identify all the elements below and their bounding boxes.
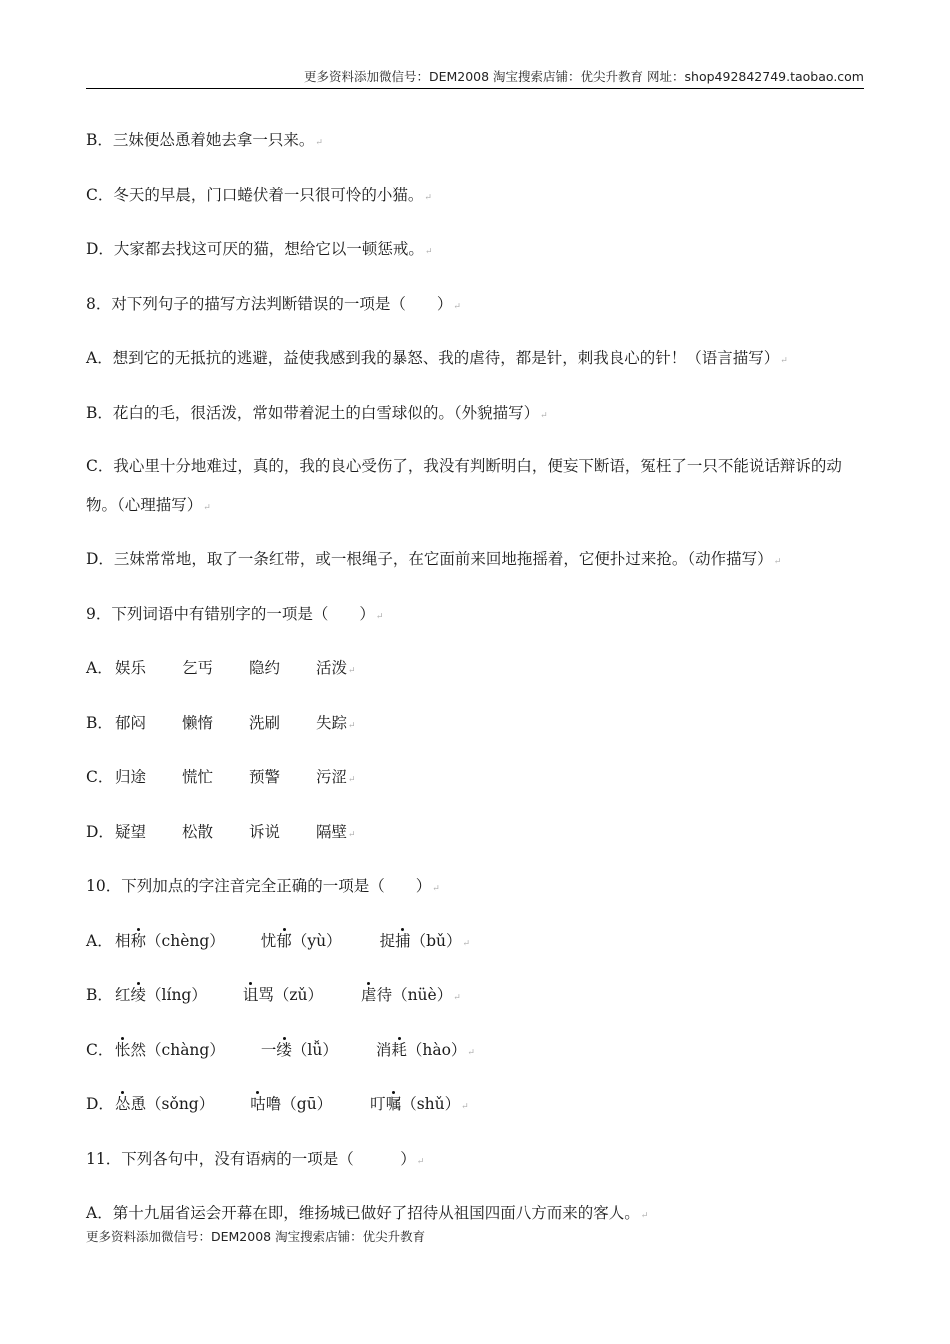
paragraph-mark-icon: ↵ (416, 1156, 425, 1167)
paragraph-mark-icon: ↵ (461, 1102, 469, 1112)
paragraph-mark-icon: ↵ (453, 993, 461, 1003)
question-text: 8．对下列句子的描写方法判断错误的一项是（ ） (86, 294, 453, 313)
paragraph-mark-icon: ↵ (424, 247, 433, 257)
word: 郁闷 (115, 713, 147, 732)
question-8 (86, 290, 866, 321)
dotted-char: 嘱 (385, 1095, 402, 1113)
paragraph-mark-icon: ↵ (424, 192, 432, 203)
char: 骂 (258, 986, 274, 1004)
line-text: D．大家都去找这可厌的猫，想给它以一顿惩戒。 (86, 240, 424, 258)
paragraph-mark-icon: ↵ (348, 666, 356, 676)
line-text: D．三妹常常地，取了一条红带，或一根绳子，在它面前来回地拖摇着，它便扑过来抢。（动作描写） (86, 550, 773, 568)
q10-option-a (86, 927, 866, 958)
pinyin: （gū） (281, 1095, 333, 1113)
dotted-char: 虐 (361, 986, 377, 1004)
line-text: C．冬天的早晨，门口蜷伏着一只很可怜的小猫。 (86, 185, 424, 204)
word: 娱乐 (115, 659, 147, 677)
question-text: 9．下列词语中有错别字的一项是（ ） (86, 604, 375, 623)
q8-option-d (86, 545, 866, 576)
pinyin-item (115, 1036, 225, 1064)
question-text: 11．下列各句中，没有语病的一项是（ ） (86, 1149, 416, 1168)
q9-option-a (86, 654, 866, 685)
line-text: B．花白的毛，很活泼，常如带着泥土的白雪球似的。（外貌描写） (86, 403, 540, 422)
question-text: 10．下列加点的字注音完全正确的一项是（ ） (86, 877, 432, 895)
dotted-char: 怅 (115, 1040, 131, 1059)
dotted-char: 称 (130, 931, 147, 950)
char: 待 (376, 986, 393, 1004)
char: 然 (130, 1040, 147, 1059)
q8-option-a (86, 344, 866, 375)
word: 诉说 (249, 822, 281, 841)
q11-option-a (86, 1199, 866, 1230)
line-text: C．我心里十分地难过，真的，我的良心受伤了，我没有判断明白，便妄下断语，冤枉了一只不能说话辩诉的动物。（心理描写） (86, 457, 842, 514)
pinyin: （lǚ） (291, 1040, 338, 1059)
dotted-char: 咕 (250, 1095, 266, 1113)
line-text: B．三妹便怂恿着她去拿一只来。 (86, 131, 315, 149)
char: 忧 (260, 931, 277, 950)
dotted-char: 耗 (391, 1040, 407, 1059)
pinyin: （bǔ） (410, 931, 462, 950)
paragraph-mark-icon: ↵ (348, 775, 356, 785)
q7-option-b (86, 126, 866, 157)
dotted-char: 捕 (395, 931, 411, 950)
dotted-char: 怂 (115, 1095, 131, 1113)
paragraph-mark-icon: ↵ (467, 1047, 475, 1058)
option-label: A． (86, 931, 113, 950)
pinyin-item (115, 981, 207, 1009)
char: 红 (115, 986, 131, 1004)
pinyin-item (361, 981, 452, 1009)
char: 捉 (379, 931, 396, 950)
question-11 (86, 1145, 866, 1176)
word: 慌忙 (182, 768, 214, 786)
char: 叮 (370, 1095, 386, 1113)
header-text: 更多资料添加微信号：DEM2008 淘宝搜索店铺：优尖升教育 网址：shop492842749.taobao.com (303, 69, 864, 84)
option-label: D． (86, 1095, 114, 1113)
option-label: C． (86, 1040, 114, 1059)
pinyin: （shǔ） (401, 1095, 461, 1113)
word: 活泼 (316, 659, 348, 677)
pinyin-item (115, 1090, 214, 1118)
word: 污涩 (316, 768, 348, 786)
word: 乞丐 (182, 659, 214, 677)
char: 恿 (130, 1095, 147, 1113)
q10-option-c (86, 1036, 866, 1067)
document-body (86, 126, 866, 1254)
paragraph-mark-icon: ↵ (640, 1211, 649, 1221)
line-text: A．第十九届省运会开幕在即，维扬城已做好了招待从祖国四面八方而来的客人。 (86, 1204, 640, 1222)
pinyin-item (380, 927, 462, 955)
option-label: B． (86, 713, 113, 732)
paragraph-mark-icon: ↵ (432, 884, 440, 894)
pinyin-item (261, 1036, 338, 1064)
paragraph-mark-icon: ↵ (462, 938, 471, 949)
q9-option-b (86, 709, 866, 740)
word: 隐约 (249, 659, 281, 677)
pinyin-item (250, 1090, 332, 1118)
paragraph-mark-icon: ↵ (540, 410, 548, 421)
char: 相 (115, 931, 131, 950)
paragraph-mark-icon: ↵ (375, 611, 384, 622)
paragraph-mark-icon: ↵ (780, 356, 788, 366)
q7-option-c (86, 181, 866, 212)
pinyin: （líng） (146, 986, 207, 1004)
word: 松散 (182, 822, 214, 841)
word: 懒惰 (182, 713, 214, 732)
word: 隔壁 (316, 822, 348, 841)
paragraph-mark-icon: ↵ (453, 301, 461, 312)
page-header (86, 68, 864, 89)
q8-option-c (86, 447, 866, 528)
paragraph-mark-icon: ↵ (203, 503, 211, 513)
paragraph-mark-icon: ↵ (348, 829, 356, 840)
char: 噜 (265, 1095, 282, 1113)
paragraph-mark-icon: ↵ (348, 720, 356, 731)
pinyin: （sǒng） (146, 1095, 215, 1113)
pinyin: （hào） (406, 1040, 467, 1059)
question-10 (86, 872, 866, 903)
footer-text: 更多资料添加微信号：DEM2008 淘宝搜索店铺：优尖升教育 (86, 1229, 426, 1244)
q8-option-b (86, 399, 866, 430)
paragraph-mark-icon: ↵ (315, 138, 323, 148)
char: 消 (375, 1040, 392, 1059)
pinyin-item (243, 981, 323, 1009)
q7-option-d (86, 235, 866, 266)
option-label: A． (86, 659, 113, 677)
pinyin-item (370, 1090, 460, 1118)
dotted-char: 缕 (276, 1040, 292, 1059)
word: 预警 (249, 768, 281, 786)
q10-option-d (86, 1090, 866, 1121)
pinyin-item (115, 927, 225, 955)
page-footer (86, 1228, 425, 1246)
dotted-char: 郁 (276, 931, 292, 950)
word: 失踪 (316, 713, 348, 732)
line-text: A．想到它的无抵抗的逃避，益使我感到我的暴怒、我的虐待，都是针，刺我良心的针！（语言描写） (86, 349, 780, 367)
option-label: C． (86, 768, 114, 786)
q9-option-c (86, 763, 866, 794)
pinyin: （nüè） (392, 986, 453, 1004)
q10-option-b (86, 981, 866, 1012)
option-label: B． (86, 986, 113, 1004)
word: 洗刷 (249, 713, 281, 732)
word: 疑望 (115, 822, 147, 841)
pinyin-item (261, 927, 342, 955)
pinyin: （chèng） (146, 931, 225, 950)
dotted-char: 诅 (242, 986, 259, 1004)
dotted-char: 绫 (130, 986, 147, 1004)
word: 归途 (115, 768, 147, 786)
pinyin: （yù） (291, 931, 342, 950)
paragraph-mark-icon: ↵ (773, 557, 782, 567)
pinyin-item (376, 1036, 467, 1064)
char: 一 (260, 1040, 277, 1059)
option-label: D． (86, 822, 114, 841)
question-9 (86, 600, 866, 631)
pinyin: （chàng） (146, 1040, 225, 1059)
q9-option-d (86, 818, 866, 849)
pinyin: （zǔ） (273, 986, 324, 1004)
